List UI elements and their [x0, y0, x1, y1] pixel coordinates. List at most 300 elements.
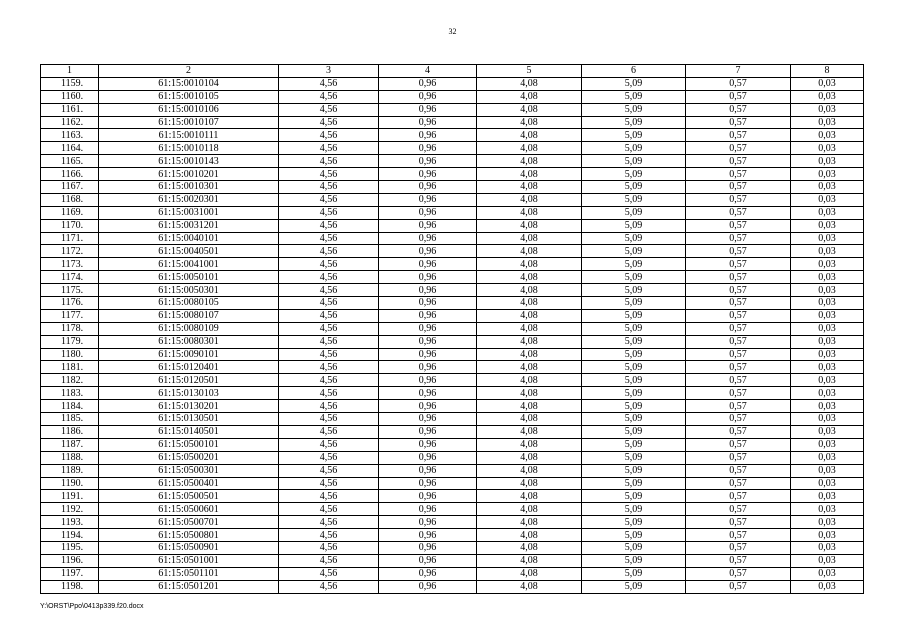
table-cell: 1193. [41, 516, 99, 529]
table-cell: 0,96 [379, 387, 477, 400]
table-row [41, 438, 864, 451]
table-cell: 0,03 [791, 245, 864, 258]
table-cell: 4,56 [279, 168, 379, 181]
table-cell: 4,56 [279, 529, 379, 542]
table-cell: 0,03 [791, 103, 864, 116]
table-cell: 0,03 [791, 168, 864, 181]
table-row [41, 490, 864, 503]
table-cell: 0,96 [379, 155, 477, 168]
table-cell: 4,56 [279, 322, 379, 335]
table-cell: 4,56 [279, 335, 379, 348]
table-cell: 4,08 [477, 309, 582, 322]
table-cell: 61:15:0010201 [99, 168, 279, 181]
column-header-2: 2 [99, 65, 279, 78]
table-cell: 4,08 [477, 322, 582, 335]
table-cell: 5,09 [582, 374, 686, 387]
table-cell: 61:15:0010106 [99, 103, 279, 116]
table-cell: 0,57 [686, 297, 791, 310]
column-header-8: 8 [791, 65, 864, 78]
table-cell: 1188. [41, 451, 99, 464]
table-cell: 0,57 [686, 284, 791, 297]
table-cell: 61:15:0500201 [99, 451, 279, 464]
table-cell: 61:15:0120501 [99, 374, 279, 387]
table-cell: 0,03 [791, 181, 864, 194]
table-cell: 5,09 [582, 387, 686, 400]
table-cell: 5,09 [582, 168, 686, 181]
table-cell: 4,08 [477, 451, 582, 464]
table-cell: 5,09 [582, 503, 686, 516]
table-cell: 4,56 [279, 245, 379, 258]
table-cell: 0,57 [686, 490, 791, 503]
table-cell: 4,08 [477, 348, 582, 361]
table-cell: 4,08 [477, 413, 582, 426]
table-cell: 4,08 [477, 284, 582, 297]
table-cell: 0,96 [379, 425, 477, 438]
table-cell: 0,96 [379, 374, 477, 387]
table-cell: 1169. [41, 206, 99, 219]
table-cell: 61:15:0500801 [99, 529, 279, 542]
table-cell: 5,09 [582, 361, 686, 374]
table-cell: 1173. [41, 258, 99, 271]
table-cell: 1182. [41, 374, 99, 387]
table-cell: 1195. [41, 541, 99, 554]
table-cell: 5,09 [582, 541, 686, 554]
table-cell: 0,57 [686, 400, 791, 413]
table-cell: 1163. [41, 129, 99, 142]
table-cell: 0,96 [379, 361, 477, 374]
table-cell: 0,96 [379, 142, 477, 155]
table-cell: 4,08 [477, 400, 582, 413]
table-cell: 0,96 [379, 77, 477, 90]
table-cell: 1161. [41, 103, 99, 116]
table-row [41, 77, 864, 90]
table-cell: 61:15:0010105 [99, 90, 279, 103]
table-cell: 0,57 [686, 168, 791, 181]
table-cell: 0,57 [686, 464, 791, 477]
table-cell: 1179. [41, 335, 99, 348]
table-cell: 4,08 [477, 335, 582, 348]
table-cell: 61:15:0090101 [99, 348, 279, 361]
table-cell: 4,08 [477, 580, 582, 593]
table-cell: 61:15:0501001 [99, 554, 279, 567]
table-cell: 0,57 [686, 103, 791, 116]
table-cell: 5,09 [582, 348, 686, 361]
table-cell: 0,57 [686, 451, 791, 464]
table-cell: 5,09 [582, 554, 686, 567]
table-cell: 61:15:0130501 [99, 413, 279, 426]
table-cell: 5,09 [582, 284, 686, 297]
table-cell: 4,56 [279, 116, 379, 129]
table-cell: 61:15:0130103 [99, 387, 279, 400]
table-cell: 5,09 [582, 580, 686, 593]
table-cell: 4,56 [279, 554, 379, 567]
table-cell: 0,57 [686, 541, 791, 554]
table-cell: 1162. [41, 116, 99, 129]
table-cell: 0,57 [686, 206, 791, 219]
table-cell: 0,96 [379, 477, 477, 490]
table-cell: 0,03 [791, 451, 864, 464]
table-cell: 1192. [41, 503, 99, 516]
table-row [41, 529, 864, 542]
table-cell: 4,08 [477, 181, 582, 194]
table-cell: 0,96 [379, 271, 477, 284]
table-cell: 0,03 [791, 425, 864, 438]
column-header-1: 1 [41, 65, 99, 78]
table-cell: 5,09 [582, 335, 686, 348]
table-cell: 0,03 [791, 206, 864, 219]
table-cell: 61:15:0120401 [99, 361, 279, 374]
table-cell: 0,03 [791, 193, 864, 206]
table-cell: 4,08 [477, 155, 582, 168]
table-cell: 0,96 [379, 206, 477, 219]
table-cell: 4,08 [477, 541, 582, 554]
table-cell: 1189. [41, 464, 99, 477]
table-cell: 4,56 [279, 181, 379, 194]
table-cell: 0,96 [379, 541, 477, 554]
table-cell: 0,57 [686, 181, 791, 194]
table-cell: 0,96 [379, 503, 477, 516]
table-row [41, 322, 864, 335]
table-row [41, 193, 864, 206]
table-cell: 61:15:0501101 [99, 567, 279, 580]
table-cell: 4,08 [477, 219, 582, 232]
table-cell: 1186. [41, 425, 99, 438]
table-cell: 4,56 [279, 425, 379, 438]
table-cell: 0,96 [379, 284, 477, 297]
table-cell: 4,56 [279, 567, 379, 580]
table-row [41, 245, 864, 258]
table-cell: 61:15:0500401 [99, 477, 279, 490]
table-cell: 4,08 [477, 567, 582, 580]
table-cell: 4,08 [477, 425, 582, 438]
table-cell: 0,03 [791, 400, 864, 413]
table-cell: 4,56 [279, 503, 379, 516]
table-cell: 0,96 [379, 529, 477, 542]
table-cell: 5,09 [582, 490, 686, 503]
table-cell: 0,03 [791, 554, 864, 567]
table-cell: 0,96 [379, 413, 477, 426]
table-cell: 4,56 [279, 77, 379, 90]
table-row [41, 516, 864, 529]
table-cell: 4,56 [279, 219, 379, 232]
table-cell: 0,03 [791, 438, 864, 451]
table-cell: 4,56 [279, 400, 379, 413]
table-cell: 61:15:0010118 [99, 142, 279, 155]
table-cell: 5,09 [582, 103, 686, 116]
footer-file-path: Y:\ORST\Ppo\0413p339.f20.docx [40, 603, 144, 610]
table-row [41, 541, 864, 554]
table-row [41, 503, 864, 516]
table-cell: 61:15:0500701 [99, 516, 279, 529]
table-cell: 0,57 [686, 193, 791, 206]
table-cell: 4,56 [279, 477, 379, 490]
table-cell: 4,08 [477, 271, 582, 284]
table-cell: 4,56 [279, 206, 379, 219]
table-cell: 4,08 [477, 529, 582, 542]
table-cell: 61:15:0080109 [99, 322, 279, 335]
table-cell: 4,56 [279, 129, 379, 142]
table-cell: 1175. [41, 284, 99, 297]
table-cell: 4,08 [477, 258, 582, 271]
table-cell: 61:15:0140501 [99, 425, 279, 438]
table-cell: 0,03 [791, 271, 864, 284]
table-cell: 0,57 [686, 258, 791, 271]
table-cell: 61:15:0501201 [99, 580, 279, 593]
table-cell: 0,57 [686, 387, 791, 400]
table-cell: 61:15:0010104 [99, 77, 279, 90]
table-cell: 4,08 [477, 103, 582, 116]
table-cell: 4,56 [279, 580, 379, 593]
table-row [41, 413, 864, 426]
table-cell: 61:15:0050101 [99, 271, 279, 284]
table-row [41, 232, 864, 245]
table-cell: 5,09 [582, 129, 686, 142]
column-header-6: 6 [582, 65, 686, 78]
table-cell: 5,09 [582, 413, 686, 426]
table-cell: 1190. [41, 477, 99, 490]
table-cell: 5,09 [582, 90, 686, 103]
table-row [41, 387, 864, 400]
table-cell: 61:15:0010143 [99, 155, 279, 168]
table-row [41, 309, 864, 322]
table-cell: 0,96 [379, 464, 477, 477]
table-cell: 0,57 [686, 90, 791, 103]
table-cell: 4,08 [477, 438, 582, 451]
table-row [41, 284, 864, 297]
table-cell: 0,57 [686, 348, 791, 361]
table-cell: 61:15:0500501 [99, 490, 279, 503]
table-cell: 0,96 [379, 129, 477, 142]
table-cell: 5,09 [582, 193, 686, 206]
table-cell: 4,56 [279, 541, 379, 554]
table-cell: 0,96 [379, 554, 477, 567]
table-row [41, 335, 864, 348]
table-cell: 0,96 [379, 335, 477, 348]
table-header-row [41, 65, 864, 78]
table-cell: 5,09 [582, 77, 686, 90]
table-cell: 1178. [41, 322, 99, 335]
table-body [41, 77, 864, 593]
table-cell: 61:15:0031201 [99, 219, 279, 232]
table-cell: 5,09 [582, 206, 686, 219]
table-cell: 0,57 [686, 529, 791, 542]
table-cell: 0,03 [791, 516, 864, 529]
table-cell: 1198. [41, 580, 99, 593]
table-cell: 61:15:0050301 [99, 284, 279, 297]
table-row [41, 567, 864, 580]
table-cell: 4,08 [477, 168, 582, 181]
table-cell: 0,57 [686, 142, 791, 155]
table-cell: 4,08 [477, 361, 582, 374]
table-cell: 0,03 [791, 374, 864, 387]
table-cell: 0,57 [686, 413, 791, 426]
table-cell: 4,08 [477, 77, 582, 90]
table-cell: 0,96 [379, 168, 477, 181]
table-cell: 61:15:0500101 [99, 438, 279, 451]
table-cell: 61:15:0041001 [99, 258, 279, 271]
table-row [41, 451, 864, 464]
table-cell: 5,09 [582, 297, 686, 310]
table-row [41, 90, 864, 103]
table-cell: 5,09 [582, 309, 686, 322]
table-cell: 4,08 [477, 297, 582, 310]
table-cell: 4,56 [279, 374, 379, 387]
table-cell: 61:15:0130201 [99, 400, 279, 413]
table-cell: 5,09 [582, 181, 686, 194]
table-cell: 1183. [41, 387, 99, 400]
table-cell: 4,56 [279, 516, 379, 529]
table-cell: 1194. [41, 529, 99, 542]
table-cell: 4,08 [477, 206, 582, 219]
table-cell: 0,96 [379, 193, 477, 206]
table-cell: 0,03 [791, 129, 864, 142]
table-cell: 0,03 [791, 90, 864, 103]
table-cell: 0,03 [791, 297, 864, 310]
table-cell: 0,57 [686, 245, 791, 258]
table-cell: 4,56 [279, 90, 379, 103]
table-cell: 4,08 [477, 477, 582, 490]
table-cell: 5,09 [582, 232, 686, 245]
table-cell: 5,09 [582, 438, 686, 451]
table-cell: 0,96 [379, 232, 477, 245]
table-cell: 4,56 [279, 361, 379, 374]
table-cell: 0,96 [379, 322, 477, 335]
table-cell: 0,03 [791, 142, 864, 155]
table-row [41, 103, 864, 116]
table-cell: 0,57 [686, 309, 791, 322]
table-cell: 0,03 [791, 541, 864, 554]
table-cell: 0,96 [379, 90, 477, 103]
table-cell: 0,96 [379, 103, 477, 116]
table-cell: 1166. [41, 168, 99, 181]
table-cell: 4,56 [279, 284, 379, 297]
table-cell: 5,09 [582, 529, 686, 542]
table-cell: 4,56 [279, 438, 379, 451]
table-cell: 0,03 [791, 580, 864, 593]
table-cell: 5,09 [582, 245, 686, 258]
table-cell: 1197. [41, 567, 99, 580]
page-number: 32 [448, 27, 457, 36]
table-cell: 61:15:0500301 [99, 464, 279, 477]
table-cell: 4,08 [477, 490, 582, 503]
table-cell: 0,96 [379, 309, 477, 322]
table-cell: 0,57 [686, 567, 791, 580]
table-cell: 0,57 [686, 77, 791, 90]
table-cell: 0,57 [686, 361, 791, 374]
table-cell: 4,08 [477, 193, 582, 206]
table-cell: 5,09 [582, 464, 686, 477]
table-row [41, 181, 864, 194]
table-cell: 0,03 [791, 258, 864, 271]
table-cell: 61:15:0500901 [99, 541, 279, 554]
table-cell: 0,03 [791, 77, 864, 90]
table-cell: 0,03 [791, 387, 864, 400]
table-cell: 0,03 [791, 464, 864, 477]
table-cell: 61:15:0080107 [99, 309, 279, 322]
table-cell: 1159. [41, 77, 99, 90]
table-cell: 5,09 [582, 516, 686, 529]
table-cell: 4,08 [477, 387, 582, 400]
table-cell: 61:15:0010107 [99, 116, 279, 129]
table-cell: 1165. [41, 155, 99, 168]
table-cell: 1187. [41, 438, 99, 451]
table-cell: 61:15:0080301 [99, 335, 279, 348]
table-cell: 5,09 [582, 567, 686, 580]
column-header-7: 7 [686, 65, 791, 78]
table-cell: 0,96 [379, 258, 477, 271]
table-cell: 0,96 [379, 451, 477, 464]
table-cell: 0,57 [686, 116, 791, 129]
table-cell: 0,03 [791, 116, 864, 129]
table-cell: 61:15:0080105 [99, 297, 279, 310]
table-cell: 1184. [41, 400, 99, 413]
table-cell: 4,56 [279, 309, 379, 322]
table-cell: 5,09 [582, 155, 686, 168]
table-row [41, 155, 864, 168]
table-row [41, 271, 864, 284]
table-cell: 4,08 [477, 129, 582, 142]
table-cell: 5,09 [582, 322, 686, 335]
table-cell: 61:15:0040101 [99, 232, 279, 245]
table-cell: 0,03 [791, 322, 864, 335]
table-cell: 61:15:0500601 [99, 503, 279, 516]
column-header-4: 4 [379, 65, 477, 78]
table-row [41, 142, 864, 155]
table-cell: 0,03 [791, 219, 864, 232]
table-cell: 0,03 [791, 361, 864, 374]
table-cell: 4,08 [477, 464, 582, 477]
table-cell: 1176. [41, 297, 99, 310]
table-cell: 61:15:0031001 [99, 206, 279, 219]
table-cell: 4,56 [279, 142, 379, 155]
table-cell: 0,57 [686, 516, 791, 529]
table-cell: 5,09 [582, 142, 686, 155]
table-cell: 1164. [41, 142, 99, 155]
table-cell: 0,57 [686, 477, 791, 490]
table-cell: 0,57 [686, 580, 791, 593]
table-cell: 1167. [41, 181, 99, 194]
table-cell: 4,08 [477, 116, 582, 129]
table-row [41, 168, 864, 181]
table-row [41, 464, 864, 477]
table-row [41, 116, 864, 129]
table-cell: 4,56 [279, 490, 379, 503]
table-cell: 5,09 [582, 219, 686, 232]
table-cell: 4,08 [477, 503, 582, 516]
table-cell: 4,56 [279, 348, 379, 361]
table-cell: 0,96 [379, 245, 477, 258]
table-cell: 0,57 [686, 374, 791, 387]
table-cell: 4,08 [477, 516, 582, 529]
table-cell: 0,57 [686, 438, 791, 451]
table-cell: 1171. [41, 232, 99, 245]
table-cell: 0,96 [379, 490, 477, 503]
table-cell: 0,57 [686, 232, 791, 245]
table-cell: 0,03 [791, 309, 864, 322]
table-cell: 1185. [41, 413, 99, 426]
table-cell: 5,09 [582, 271, 686, 284]
table-cell: 4,08 [477, 232, 582, 245]
table-cell: 1174. [41, 271, 99, 284]
table-row [41, 258, 864, 271]
table-cell: 1196. [41, 554, 99, 567]
column-header-5: 5 [477, 65, 582, 78]
table-cell: 4,56 [279, 464, 379, 477]
table-cell: 4,08 [477, 554, 582, 567]
table-cell: 5,09 [582, 477, 686, 490]
table-row [41, 297, 864, 310]
table-row [41, 219, 864, 232]
